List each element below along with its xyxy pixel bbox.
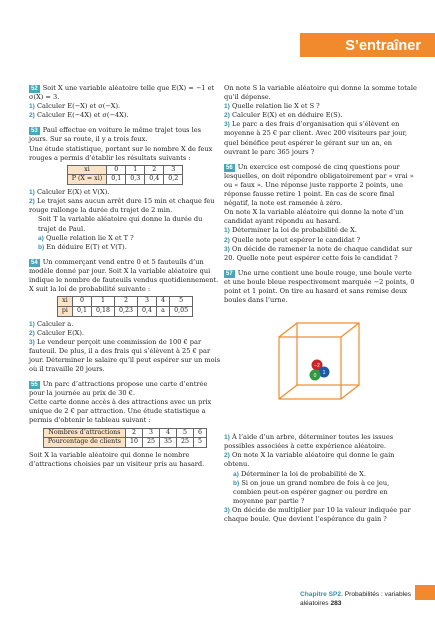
table-cell: 0 [72, 297, 91, 307]
question-number: 2) [29, 112, 35, 120]
question-text: Le trajet sans aucun arrêt dure 15 min et chaque feu rouge rallonge la durée du trajet de 2 min. [29, 197, 215, 215]
question-text: Quelle relation lie X et T ? [45, 233, 134, 242]
table-row [43, 438, 206, 448]
table-cell: 5 [177, 428, 194, 438]
table-cell: 0,05 [170, 306, 193, 316]
question-number: 3) [224, 506, 230, 514]
table-cell: 6 [194, 428, 207, 438]
table-cell: 5 [194, 438, 207, 448]
probability-table [67, 165, 184, 185]
question-text: À l’aide d’un arbre, déterminer toutes les issues possibles associées à cette expérience aléatoire. [224, 433, 394, 451]
exercise-number: 54 [31, 259, 38, 266]
question-text: Déterminer la loi de probabilité de X. [231, 226, 357, 235]
question-text: Calculer E(−X) et σ(−X). [36, 102, 121, 111]
question-number: b) [38, 243, 45, 251]
banner-title: S’entraîner [345, 38, 421, 54]
question-number: 1) [29, 189, 35, 197]
table-cell: 0,18 [91, 306, 114, 316]
footer-chapter: Chapitre SP2. [300, 591, 343, 598]
table-cell: 4 [157, 297, 170, 307]
table-cell: 0,2 [164, 175, 183, 185]
question-number: 2) [224, 112, 230, 120]
question-number: a) [38, 234, 44, 242]
question-text: Calculer E(X) et en déduire E(S). [231, 111, 343, 120]
table-cell: 25 [177, 438, 194, 448]
urn-cube-svg [224, 309, 418, 427]
question-text: Calculer a. [36, 319, 74, 328]
table-cell: 1 [126, 165, 145, 175]
table-cell: 25 [143, 438, 160, 448]
exercise-57 [224, 269, 418, 524]
exercise-intro: Un exercice est composé de cinq questions pour lesquelles, on doit répondre obligatoirement par « vrai » ou « faux ». Une réponse juste rapporte 2 points, une réponse fausse retire 1 point. En cas de score final négatif, la note est ramenée à zéro. [224, 162, 414, 208]
chapter-banner [300, 33, 435, 57]
exercise-intro-2: Cette carte donne accès à des attractions avec un prix unique de 2 € par attraction. Une étude statistique a permis d’obtenir le tableau suivant : [29, 398, 212, 425]
question-number: 1) [224, 434, 230, 442]
question-number: b) [233, 479, 240, 487]
urn-illustration [224, 309, 418, 427]
question-text: On décide de multiplier par 10 la valeur indiquée par chaque boule. Que devient l’espérance du gain ? [224, 505, 411, 523]
exercise-56 [224, 163, 418, 263]
table-cell: xi [57, 297, 72, 307]
table-cell: 10 [125, 438, 142, 448]
exercise-number: 53 [31, 128, 38, 135]
table-cell: pi [57, 306, 72, 316]
question-number: a) [233, 470, 239, 478]
question-text: Calculer E(−4X) et σ(−4X). [36, 111, 129, 120]
table-row [43, 428, 206, 438]
question-text: On note X la variable aléatoire qui donne le gain obtenu. [224, 451, 395, 469]
exercise-number: 56 [226, 164, 233, 171]
table-cell: 1 [91, 297, 114, 307]
question-text: Calculer E(X). [36, 328, 85, 337]
table-row [57, 306, 192, 316]
question-number: 3) [224, 245, 230, 253]
table-row [67, 175, 183, 185]
table-cell: 0 [107, 165, 126, 175]
question-number: 2) [224, 452, 230, 460]
right-column [224, 84, 418, 530]
table-cell: 3 [143, 428, 160, 438]
question-number: 2) [224, 236, 230, 244]
question-text: On décide de ramener la note de chaque candidat sur 20. Quelle note peut espérer cette fois le candidat ? [224, 244, 413, 262]
table-cell: 0,1 [107, 175, 126, 185]
table-cell: 35 [160, 438, 177, 448]
exercise-number: 55 [31, 382, 38, 389]
footer-title: Probabilités : variables aléatoires [300, 591, 412, 608]
page-corner-tab [415, 585, 435, 600]
exercise-intro: Un commerçant vend entre 0 et 5 fauteuils d’un modèle donné par jour. Soit X la variable aléatoire qui indique le nombre de fauteuils vendus quotidiennement. X suit la loi de probabilité suivante : [29, 257, 219, 294]
exercise-outro: Soit X la variable aléatoire qui donne le nombre d’attractions choisies par un visiteur pris au hasard. [29, 450, 205, 469]
question-number: 2) [29, 198, 35, 206]
exercise-55-continued [224, 84, 418, 157]
question-text: Si on joue un grand nombre de fois à ce jeu, combien peut-on espérer gagner ou perdre en moyenne par partie ? [233, 478, 390, 505]
question-number: 1) [224, 227, 230, 235]
question-number: 3) [29, 338, 35, 346]
table-cell: 2 [115, 297, 138, 307]
table-cell: 0,4 [138, 306, 157, 316]
exercise-53 [29, 126, 221, 251]
question-text: Le vendeur perçoit une commission de 100 € par fauteuil. De plus, il a des frais qui s’élèvent à 25 € par jour. Déterminer le salaire qu’il peut espérer sur un mois où il travaille 20 jours. [29, 337, 221, 373]
page-number: 283 [330, 600, 342, 608]
table-cell: 0,1 [72, 306, 91, 316]
exercise-intro: Soit X une variable aléatoire telle que E(X) = −1 et σ(X) = 3. [29, 84, 215, 102]
exercise-number: 52 [31, 86, 38, 92]
question-text: Soit T la variable aléatoire qui donne la durée du trajet de Paul. [38, 215, 203, 233]
table-cell: 3 [138, 297, 157, 307]
question-text: En déduire E(T) et V(T). [46, 242, 127, 251]
question-number: 1) [224, 103, 230, 111]
question-number: 1) [29, 320, 35, 328]
table-cell: Nombres d’attractions [43, 428, 125, 438]
attractions-table [43, 428, 207, 448]
exercise-intro: Paul effectue en voiture le même trajet tous les jours. Sur sa route, il y a trois feux. [29, 126, 202, 144]
table-cell: xi [67, 165, 106, 175]
table-cell: 0,23 [115, 306, 138, 316]
question-number: 2) [29, 329, 35, 337]
table-cell: 0,4 [145, 175, 164, 185]
question-text: Calculer E(X) et V(X). [36, 188, 110, 197]
blue-ball-label: 1 [322, 370, 326, 377]
table-cell: 2 [145, 165, 164, 175]
exercise-intro-2: On note X la variable aléatoire qui donne la note d’un candidat ayant répondu au hasard. [224, 208, 404, 226]
green-ball-label: 0 [313, 373, 317, 380]
table-cell: 2 [125, 428, 142, 438]
table-cell: 4 [160, 428, 177, 438]
question-text: Déterminer la loi de probabilité de X. [240, 469, 366, 478]
table-cell: P (X = xi) [67, 175, 106, 185]
exercise-52 [29, 84, 221, 120]
table-cell: Pourcentage de clients [43, 438, 125, 448]
table-cell: a [157, 306, 170, 316]
exercise-number: 57 [226, 270, 233, 277]
table-cell: 5 [170, 297, 193, 307]
left-column [29, 84, 221, 475]
probability-table [57, 296, 193, 316]
question-text: Quelle note peut espérer le candidat ? [231, 235, 361, 244]
table-row [57, 297, 192, 307]
question-text: Le parc a des frais d’organisation qui s’élèvent en moyenne à 25 € par client. Avec 200 visiteurs par jour, quel bénéfice peut espérer le gérant sur un an, en ouvrant le parc 365 jours ? [224, 120, 407, 156]
table-row [67, 165, 183, 175]
table-cell: 3 [164, 165, 183, 175]
exercise-54 [29, 258, 221, 374]
exercise-intro-2: Une étude statistique, portant sur le nombre X de feux rouges a permis d’établir les résultats suivants : [29, 144, 213, 162]
question-number: 3) [224, 121, 230, 129]
table-cell: 0,3 [126, 175, 145, 185]
question-text: Quelle relation lie X et S ? [231, 102, 320, 111]
exercise-intro: Un parc d’attractions propose une carte d’entrée pour la journée au prix de 30 €. [29, 380, 208, 398]
question-number: 1) [29, 103, 35, 111]
exercise-intro: Une urne contient une boule rouge, une boule verte et une boule bleue respectivement marquée −2 points, 0 point et 1 point. On tire au hasard et sans remise deux boules dans l’urne. [224, 268, 415, 305]
red-ball-label: −2 [314, 363, 320, 370]
exercise-intro: On note S la variable aléatoire qui donne la somme totale qu’il dépense. [224, 84, 417, 102]
exercise-55 [29, 380, 221, 469]
